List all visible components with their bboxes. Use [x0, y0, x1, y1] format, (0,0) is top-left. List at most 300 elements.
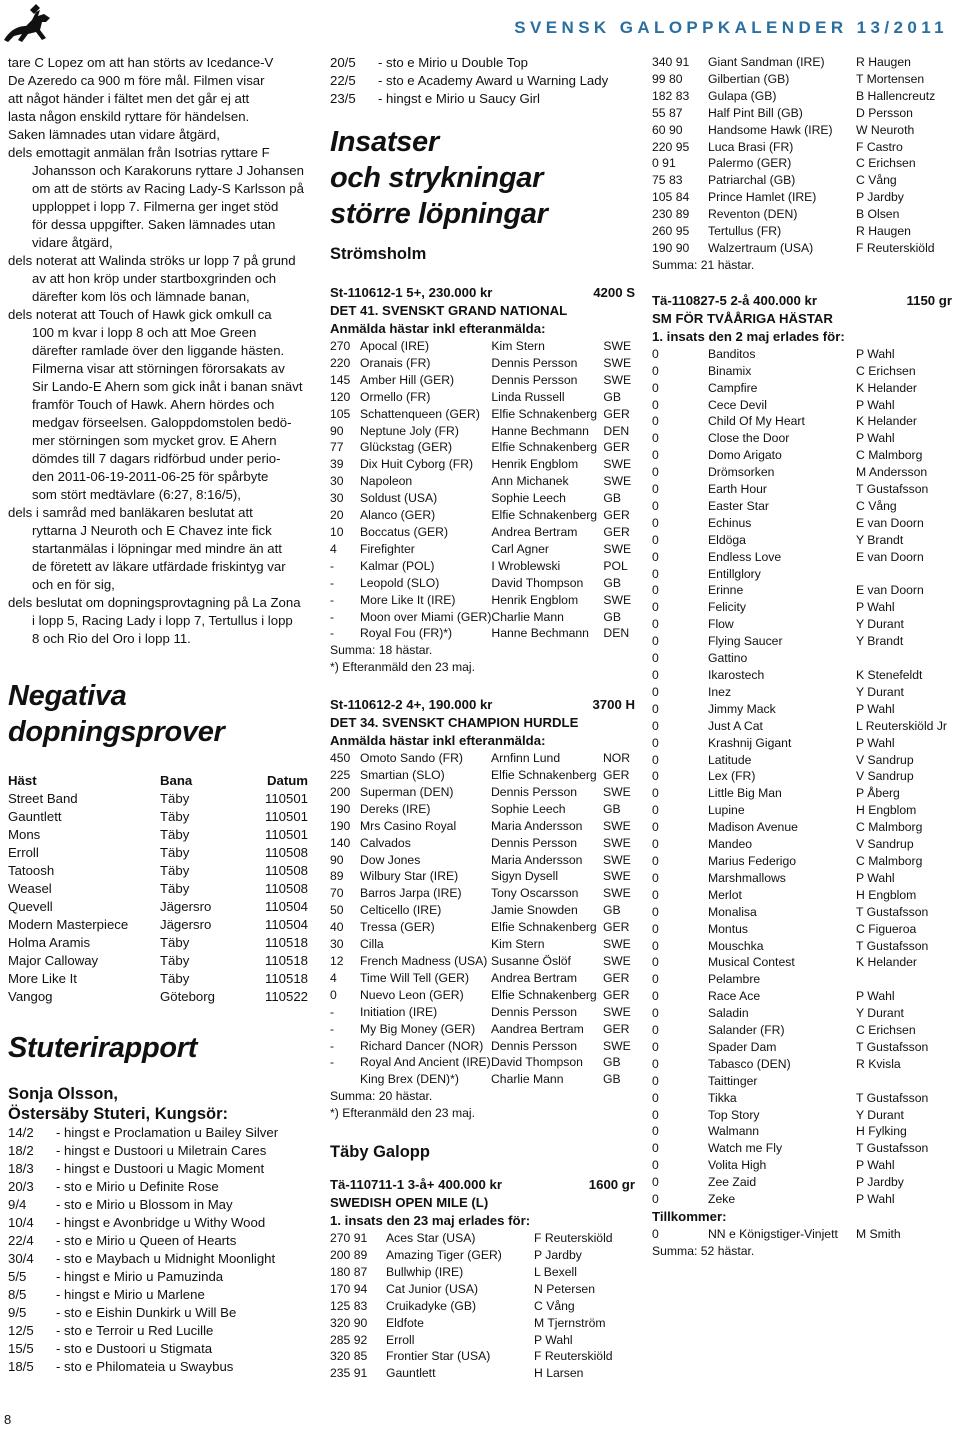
table-cell: K Helander [856, 414, 917, 429]
table-cell: Half Pint Bill (GB) [708, 105, 803, 120]
table-cell: Walmann [708, 1124, 760, 1139]
table-cell: Weasel [8, 881, 52, 896]
table-cell: SWE [603, 784, 631, 799]
page-number: 8 [4, 1412, 12, 1427]
list-item [8, 1160, 278, 1178]
table-cell: 30 [330, 474, 344, 489]
table-cell: SWE [603, 457, 632, 472]
table-cell: Leopold (SLO) [360, 575, 440, 590]
table-cell: 170 94 [330, 1281, 368, 1296]
table-cell: GER [603, 508, 630, 523]
table-cell: P Wahl [856, 1158, 895, 1173]
table-cell: 0 [652, 498, 659, 513]
table-cell: Marius Federigo [708, 853, 797, 868]
table-cell: - sto e Philomateia u Swaybus [56, 1359, 234, 1374]
table-cell: 0 [652, 989, 659, 1004]
text-line: ryttarna J Neuroth och E Chavez inte fick [32, 523, 272, 538]
table-cell: T Gustafsson [856, 482, 929, 497]
race-subheading: Anmälda hästar inkl efteranmälda: [330, 321, 546, 336]
table-cell: 190 90 [652, 240, 690, 255]
table-cell: Kalmar (POL) [360, 558, 435, 573]
table-cell: 270 [330, 339, 351, 353]
table-cell: Andrea Bertram [491, 524, 578, 539]
table-cell: Banditos [708, 346, 756, 361]
table-row [330, 1071, 631, 1088]
table-cell: N Petersen [534, 1281, 595, 1296]
table-cell: Dennis Persson [491, 1004, 578, 1019]
table-cell: GER [603, 1021, 630, 1036]
table-cell: Dennis Persson [491, 784, 578, 799]
tillkommer-label: Tillkommer: [652, 1209, 727, 1224]
table-cell: Aandrea Bertram [491, 1021, 584, 1036]
table-cell: 0 [652, 583, 659, 598]
text-line: Saken lämnades utan vidare åtgärd, [8, 127, 220, 142]
table-row [330, 558, 631, 575]
table-cell: Gauntlett [8, 809, 62, 824]
list-item [8, 1178, 278, 1196]
table-cell: Monalisa [708, 904, 757, 919]
table-cell: 0 [652, 837, 659, 852]
table-cell: P Jardby [856, 1175, 904, 1190]
table-cell: T Gustafsson [856, 1090, 929, 1105]
table-cell: My Big Money (GER) [360, 1021, 476, 1036]
table-cell: Just A Cat [708, 718, 763, 733]
table-cell: Täby [160, 845, 190, 860]
table-cell: Täby [160, 953, 190, 968]
table-cell: SWE [603, 818, 631, 833]
table-cell: Eldöga [708, 532, 746, 547]
table-row [652, 701, 947, 718]
table-cell: H Engblom [856, 803, 917, 818]
table-row [652, 155, 935, 172]
table-row [8, 934, 308, 952]
table-cell: 110501 [264, 791, 308, 806]
table-cell: Madison Avenue [708, 820, 798, 835]
table-cell: - [330, 1004, 335, 1019]
table-cell: Richard Dancer (NOR) [360, 1038, 484, 1053]
table-cell: - sto e Mirio u Blossom in May [56, 1197, 233, 1212]
table-row [330, 1004, 631, 1021]
table-cell: H Fylking [856, 1124, 907, 1139]
table-cell: Täby [160, 881, 190, 896]
table-row [652, 88, 935, 105]
table-cell: C Erichsen [856, 1023, 916, 1038]
table-cell: 75 83 [652, 173, 683, 188]
table-cell: - hingst e Dustoori u Magic Moment [56, 1161, 265, 1176]
table-cell: Volita High [708, 1158, 767, 1173]
table-cell: Kim Stern [491, 339, 545, 353]
table-cell: Sophie Leech [491, 491, 566, 506]
table-cell: Dix Huit Cyborg (FR) [360, 457, 474, 472]
table-cell: Dennis Persson [491, 355, 578, 370]
table-cell: GB [603, 1072, 621, 1087]
entries-table [330, 1230, 613, 1382]
table-cell: Jägersro [160, 899, 212, 914]
entries-table [330, 750, 631, 1088]
text-line: dels i samråd med banläkaren beslutat att [8, 505, 253, 520]
table-cell: K Stenefeldt [856, 668, 923, 682]
text-line: mer störningen som mycket grov. E Ahern [32, 433, 277, 448]
table-row [330, 919, 631, 936]
table-cell: T Gustafsson [856, 904, 929, 919]
table-header [8, 772, 308, 790]
table-row [330, 524, 631, 541]
table-cell: 0 [652, 397, 659, 412]
race-name: DET 41. SVENSKT GRAND NATIONAL [330, 303, 568, 318]
table-cell: 180 87 [330, 1264, 368, 1279]
table-cell: 105 [330, 406, 351, 421]
table-cell: Y Durant [856, 684, 904, 699]
stud-foal-list-cont [330, 54, 608, 108]
table-cell: Smartian (SLO) [360, 768, 445, 783]
table-cell: Cruikadyke (GB) [386, 1298, 477, 1313]
table-cell: D Persson [856, 105, 913, 120]
table-cell [856, 566, 947, 583]
table-cell: 0 [652, 1073, 659, 1088]
table-cell: 39 [330, 457, 344, 472]
table-cell: Cat Junior (USA) [386, 1281, 479, 1296]
table-cell: 0 [652, 921, 659, 936]
table-cell: 0 91 [652, 156, 676, 171]
table-row [8, 916, 308, 934]
table-cell: Elfie Schnakenberg [491, 768, 597, 783]
table-cell: 20/3 [8, 1179, 34, 1194]
table-cell: Y Brandt [856, 532, 904, 547]
table-cell: R Kvisla [856, 1056, 901, 1071]
column-right [652, 54, 952, 1260]
table-cell: GB [603, 491, 621, 506]
table-cell: SWE [603, 886, 631, 901]
table-cell: 182 83 [652, 88, 690, 103]
table-cell: 0 [652, 1023, 659, 1038]
table-cell: - hingst e Dustoori u Miletrain Cares [56, 1143, 267, 1158]
table-row [652, 54, 935, 71]
table-cell: 120 [330, 389, 351, 404]
table-cell: SWE [603, 869, 631, 884]
table-cell: Ikarostech [708, 668, 765, 682]
table-cell: - hingst e Proclamation u Bailey Silver [56, 1125, 279, 1140]
stud-report-heading: Stuterirapport [8, 1032, 198, 1064]
table-cell: Barros Jarpa (IRE) [360, 886, 462, 901]
race-subheading: Anmälda hästar inkl efteranmälda: [330, 733, 546, 749]
table-cell: NOR [603, 751, 631, 766]
table-row [652, 1107, 947, 1124]
table-cell: 0 [652, 955, 659, 970]
table-row [652, 1039, 947, 1056]
table-cell: - sto e Academy Award u Warning Lady [378, 73, 609, 88]
table-cell: F Castro [856, 139, 903, 154]
table-cell: Bullwhip (IRE) [386, 1264, 464, 1279]
table-cell: E van Doorn [856, 515, 924, 530]
table-cell: Täby [160, 971, 190, 986]
table-cell: Prince Hamlet (IRE) [708, 190, 817, 205]
paragraph [8, 594, 316, 648]
table-cell: 0 [652, 972, 659, 987]
text-line: därefter kom lös och lämnade banan, [32, 289, 250, 304]
text-line: medgav förseelsen. Galoppdomstolen bedö- [32, 415, 292, 430]
text-line: dels beslutat om dopningsprovtagning på La Zona [8, 595, 301, 610]
table-cell: Erroll [8, 845, 39, 860]
table-row [330, 987, 631, 1004]
table-row [330, 406, 631, 423]
table-cell: 10/4 [8, 1215, 34, 1230]
table-cell: 0 [652, 904, 659, 919]
table-row [330, 801, 631, 818]
table-cell: Cilla [360, 937, 384, 952]
table-row [330, 902, 631, 919]
table-cell: GER [603, 406, 630, 421]
table-cell: 10 [330, 524, 344, 539]
race-note: *) Efteranmäld den 23 maj. [330, 660, 475, 675]
race-summary: Summa: 18 hästar. [330, 643, 433, 658]
table-cell: GER [603, 524, 630, 539]
table-row [330, 885, 631, 902]
text-line: dels noterat att Touch of Hawk gick omkull ca [8, 307, 272, 322]
table-cell: C Erichsen [856, 156, 916, 171]
table-cell: Domo Arigato [708, 448, 782, 463]
table-row [652, 938, 947, 955]
table-cell: 0 [652, 820, 659, 835]
table-cell: Celticello (IRE) [360, 903, 442, 918]
table-cell: 23/5 [330, 91, 356, 106]
table-cell [856, 971, 947, 988]
table-cell: 0 [652, 735, 659, 750]
table-cell: SWE [603, 592, 632, 607]
table-cell: Gulapa (GB) [708, 88, 777, 103]
table-row [652, 447, 947, 464]
table-cell: 270 91 [330, 1231, 368, 1246]
table-row [330, 1298, 613, 1315]
table-cell: Nuevo Leon (GER) [360, 987, 464, 1002]
table-row [330, 473, 631, 490]
table-cell: - [330, 609, 335, 624]
text-line: av att hon kröp under startboxgrinden och [32, 271, 277, 286]
table-cell: 110501 [264, 809, 308, 824]
table-row [330, 818, 631, 835]
table-cell: C Vång [856, 498, 897, 513]
table-cell: Mons [8, 827, 41, 842]
table-cell: Mandeo [708, 837, 753, 852]
table-row [330, 1247, 613, 1264]
table-cell: 22/4 [8, 1233, 34, 1248]
table-row [330, 767, 631, 784]
table-cell: H Engblom [856, 887, 917, 902]
table-cell: 0 [652, 346, 659, 361]
table-cell: GB [603, 801, 621, 816]
table-row [330, 1315, 613, 1332]
table-cell: Hanne Bechmann [491, 423, 589, 438]
table-row [330, 970, 631, 987]
table-cell: 125 83 [330, 1298, 368, 1313]
table-cell: L Bexell [534, 1264, 577, 1279]
table-cell: 450 [330, 751, 351, 766]
table-row [652, 172, 935, 189]
table-cell: GB [603, 1055, 621, 1070]
table-cell: Reventon (DEN) [708, 207, 798, 222]
table-cell: Calvados [360, 835, 411, 850]
table-row [652, 667, 947, 684]
table-cell: 18/5 [8, 1359, 34, 1374]
stud-foal-list [8, 1124, 278, 1376]
table-cell: 285 92 [330, 1332, 368, 1347]
text-line: 100 m kvar i lopp 8 och att Moe Green [32, 325, 257, 340]
text-line: lasta någon enskild ryttare för händelsen. [8, 109, 250, 124]
table-cell: Charlie Mann [491, 609, 564, 624]
table-row [8, 844, 308, 862]
table-cell: 89 [330, 869, 344, 884]
table-cell: 0 [652, 482, 659, 497]
table-cell: Mrs Casino Royal [360, 818, 457, 833]
table-cell: 0 [652, 1158, 659, 1173]
table-cell: Aces Star (USA) [386, 1231, 476, 1246]
table-cell: Täby [160, 809, 190, 824]
table-cell: 0 [652, 1090, 659, 1105]
table-row [652, 836, 947, 853]
table-cell: E van Doorn [856, 549, 924, 564]
table-row [330, 1365, 613, 1382]
table-cell: 0 [652, 853, 659, 868]
list-item [8, 1232, 278, 1250]
table-cell: Täby [160, 791, 190, 806]
table-row [652, 768, 947, 785]
table-cell: SWE [603, 541, 632, 556]
table-cell: T Mortensen [856, 71, 925, 86]
table-cell: 0 [652, 1039, 659, 1054]
table-cell: Maria Andersson [491, 818, 583, 833]
table-cell: P Jardby [856, 190, 904, 205]
table-cell: 40 [330, 920, 344, 935]
race-champion-hurdle [330, 696, 635, 1122]
table-cell: Frontier Star (USA) [386, 1349, 491, 1364]
list-item [8, 1268, 278, 1286]
table-cell: 140 [330, 835, 351, 850]
table-cell: C Figueroa [856, 921, 917, 936]
table-cell: M Smith [856, 1227, 901, 1241]
table-cell: P Wahl [856, 346, 895, 361]
table-cell: Maria Andersson [491, 852, 583, 867]
table-cell: - [330, 592, 335, 607]
table-cell: Luca Brasi (FR) [708, 139, 794, 154]
table-cell: P Wahl [856, 1192, 895, 1207]
table-cell: Y Durant [856, 617, 904, 632]
table-cell: Dereks (IRE) [360, 801, 431, 816]
text-line: de företett av läkare utfärdade friskintyg var [32, 559, 286, 574]
table-cell: GB [603, 903, 621, 918]
table-cell: Boccatus (GER) [360, 524, 449, 539]
table-cell: 110504 [264, 899, 308, 914]
table-cell: Flying Saucer [708, 634, 783, 649]
table-row [652, 1123, 947, 1140]
table-cell: 15/5 [8, 1341, 34, 1356]
table-row [652, 870, 947, 887]
text-line: dels emottagit anmälan från Isotrias ryttare F [8, 145, 270, 160]
table-cell: Modern Masterpiece [8, 917, 129, 932]
table-cell: Susanne Öslöf [491, 954, 571, 968]
table-row [652, 802, 947, 819]
table-cell: 20 [330, 508, 344, 523]
table-cell: I Wroblewski [491, 558, 561, 573]
table-cell: Tatoosh [8, 863, 55, 878]
table-row [8, 970, 308, 988]
table-cell: Täby [160, 827, 190, 842]
table-cell: 0 [652, 870, 659, 885]
table-cell: 220 [330, 355, 351, 370]
table-cell: - hingst e Avonbridge u Withy Wood [56, 1215, 266, 1230]
table-cell: 60 90 [652, 122, 683, 137]
race-summary: Summa: 21 hästar. [652, 257, 755, 272]
table-cell: Felicity [708, 600, 746, 615]
text-line: dels noterat att Walinda ströks ur lopp 7 på grund [8, 253, 296, 268]
table-row [330, 936, 631, 953]
table-row [652, 1191, 947, 1208]
table-row [8, 790, 308, 808]
table-cell: 105 84 [652, 190, 690, 205]
table-row [330, 389, 631, 406]
table-cell: 0 [652, 769, 659, 784]
table-cell: Marshmallows [708, 870, 786, 885]
table-cell: GER [603, 768, 630, 783]
table-cell: Elfie Schnakenberg [491, 920, 597, 935]
table-cell: - sto e Mirio u Double Top [378, 55, 529, 70]
table-cell: 235 91 [330, 1366, 368, 1381]
text-line: för dessa uppgifter. Saken lämnades utan [32, 217, 276, 232]
table-cell: Gauntlett [386, 1366, 436, 1381]
table-cell: C Malmborg [856, 448, 923, 463]
table-cell: Close the Door [708, 431, 790, 446]
table-cell: Sigyn Dysell [491, 869, 559, 884]
table-cell: 77 [330, 440, 344, 455]
table-cell: SWE [603, 835, 631, 850]
table-row [652, 650, 947, 667]
late-entries-table [652, 1226, 901, 1243]
entries-table-cont [652, 54, 935, 257]
list-item [8, 1196, 278, 1214]
table-row [652, 363, 947, 380]
table-cell: 110508 [264, 845, 308, 860]
table-cell: 0 [652, 1141, 659, 1156]
table-row [652, 853, 947, 870]
table-cell: GB [603, 389, 621, 404]
table-cell: 0 [652, 617, 659, 632]
table-cell: 50 [330, 903, 344, 918]
table-cell: 0 [652, 1056, 659, 1071]
table-row [652, 616, 947, 633]
table-cell: More Like It [8, 971, 77, 986]
table-cell: SWE [603, 372, 632, 387]
table-cell: Holma Aramis [8, 935, 91, 950]
table-cell: Easter Star [708, 498, 769, 513]
table-row [652, 515, 947, 532]
table-cell: GB [603, 609, 621, 624]
table-row [652, 481, 947, 498]
table-cell: Top Story [708, 1107, 760, 1122]
race-note: *) Efteranmäld den 23 maj. [330, 1106, 475, 1121]
table-cell: SWE [603, 1004, 631, 1019]
race-distance: 1600 gr [588, 1177, 635, 1193]
table-cell: 0 [652, 668, 659, 682]
table-cell: - hingst e Mirio u Pamuzinda [56, 1269, 224, 1284]
table-cell: 110508 [264, 881, 308, 896]
table-cell: Gattino [708, 651, 748, 666]
table-cell: 0 [652, 465, 659, 480]
table-cell: - sto e Terroir u Red Lucille [56, 1323, 214, 1338]
text-line: framför Touch of Hawk. Ahern hördes och [32, 397, 275, 412]
table-cell: Moon over Miami (GER) [360, 609, 492, 624]
table-cell: POL [603, 558, 628, 573]
list-item [330, 54, 608, 72]
table-cell: Lex (FR) [708, 769, 756, 784]
table-row [330, 1038, 631, 1055]
